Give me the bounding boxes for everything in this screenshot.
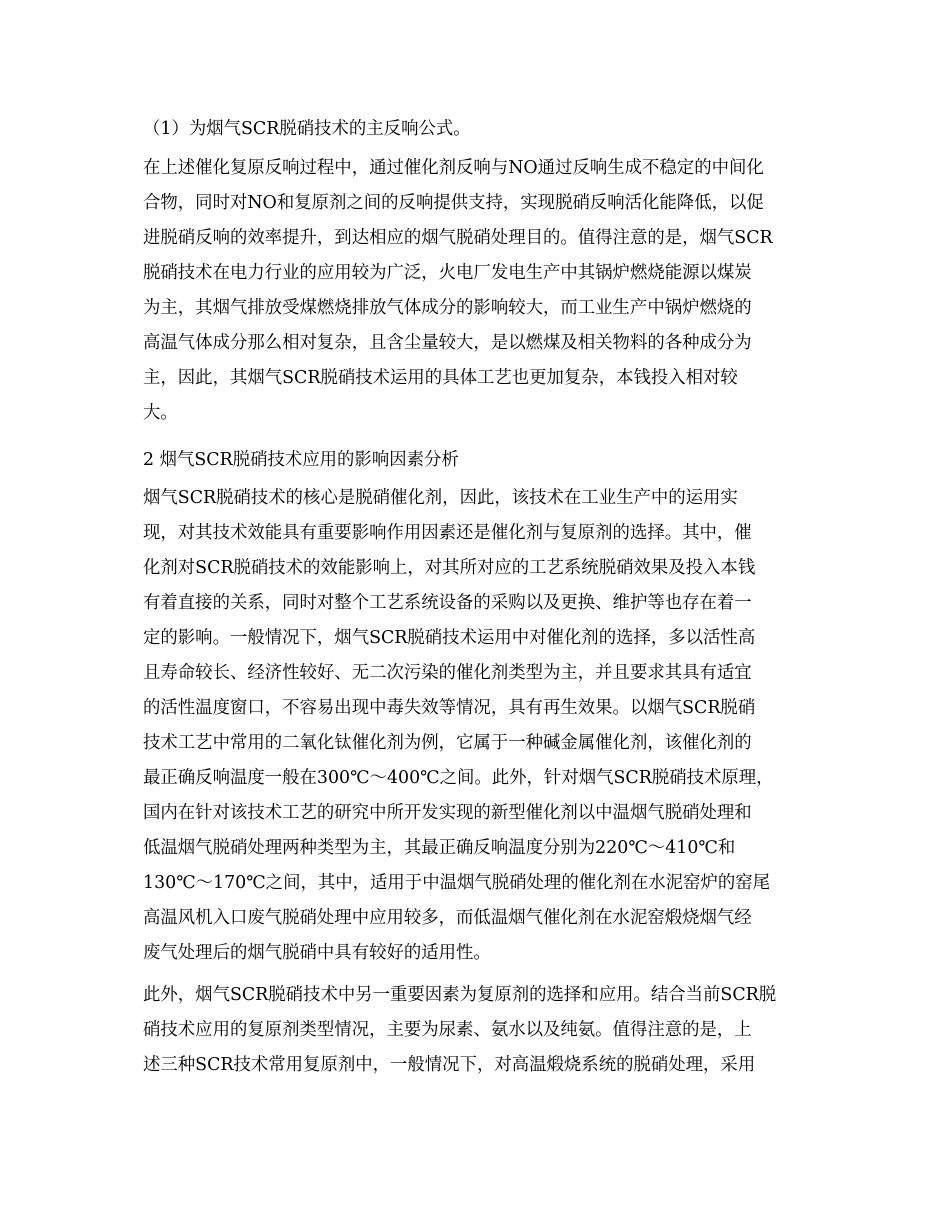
text-line: 主，因此，其烟气SCR脱硝技术运用的具体工艺也更加复杂，本钱投入相对较 (143, 368, 738, 388)
text-line: 为主，其烟气排放受煤燃烧排放气体成分的影响较大，而工业生产中锅炉燃烧的 (143, 298, 752, 318)
section-heading: 2 烟气SCR脱硝技术应用的影响因素分析 (143, 450, 459, 470)
text-line: 国内在针对该技术工艺的研究中所开发实现的新型催化剂以中温烟气脱硝处理和 (143, 803, 752, 823)
text-line: 合物，同时对NO和复原剂之间的反响提供支持，实现脱硝反响活化能降低，以促 (143, 193, 764, 213)
text-line: 在上述催化复原反响过程中，通过催化剂反响与NO通过反响生成不稳定的中间化 (143, 158, 764, 178)
text-line: 化剂对SCR脱硝技术的效能影响上，对其所对应的工艺系统脱硝效果及投入本钱 (143, 558, 756, 578)
text-line: 脱硝技术在电力行业的应用较为广泛，火电厂发电生产中其锅炉燃烧能源以煤炭 (143, 263, 752, 283)
text-line: 定的影响。一般情况下，烟气SCR脱硝技术运用中对催化剂的选择，多以活性高 (143, 628, 756, 648)
text-line: 技术工艺中常用的二氧化钛催化剂为例，它属于一种碱金属催化剂，该催化剂的 (143, 733, 752, 753)
text-line: 废气处理后的烟气脱硝中具有较好的适用性。 (143, 943, 491, 963)
text-line: 的活性温度窗口，不容易出现中毒失效等情况，具有再生效果。以烟气SCR脱硝 (143, 698, 756, 718)
text-line: 大。 (143, 403, 178, 423)
text-line: 且寿命较长、经济性较好、无二次污染的催化剂类型为主，并且要求其具有适宜 (143, 663, 752, 683)
text-line: （1）为烟气SCR脱硝技术的主反响公式。 (143, 119, 471, 139)
text-line: 高温气体成分那么相对复杂，且含尘量较大，是以燃煤及相关物料的各种成分为 (143, 333, 752, 353)
text-line: 进脱硝反响的效率提升，到达相应的烟气脱硝处理目的。值得注意的是，烟气SCR (143, 228, 773, 248)
text-line: 有着直接的关系，同时对整个工艺系统设备的采购以及更换、维护等也存在着一 (143, 593, 752, 613)
text-line: 高温风机入口废气脱硝处理中应用较多，而低温烟气催化剂在水泥窑煅烧烟气经 (143, 908, 752, 928)
text-line: 述三种SCR技术常用复原剂中，一般情况下，对高温煅烧系统的脱硝处理，采用 (143, 1055, 756, 1075)
text-line: 烟气SCR脱硝技术的核心是脱硝催化剂，因此，该技术在工业生产中的运用实 (143, 488, 738, 508)
text-line: 此外，烟气SCR脱硝技术中另一重要因素为复原剂的选择和应用。结合当前SCR脱 (143, 985, 777, 1005)
text-line: 最正确反响温度一般在300℃～400℃之间。此外，针对烟气SCR脱硝技术原理， (143, 768, 774, 788)
text-line: 硝技术应用的复原剂类型情况，主要为尿素、氨水以及纯氨。值得注意的是，上 (143, 1020, 752, 1040)
text-line: 130℃～170℃之间，其中，适用于中温烟气脱硝处理的催化剂在水泥窑炉的窑尾 (143, 873, 771, 893)
text-line: 现，对其技术效能具有重要影响作用因素还是催化剂与复原剂的选择。其中，催 (143, 523, 752, 543)
text-line: 低温烟气脱硝处理两种类型为主，其最正确反响温度分别为220℃～410℃和 (143, 838, 736, 858)
